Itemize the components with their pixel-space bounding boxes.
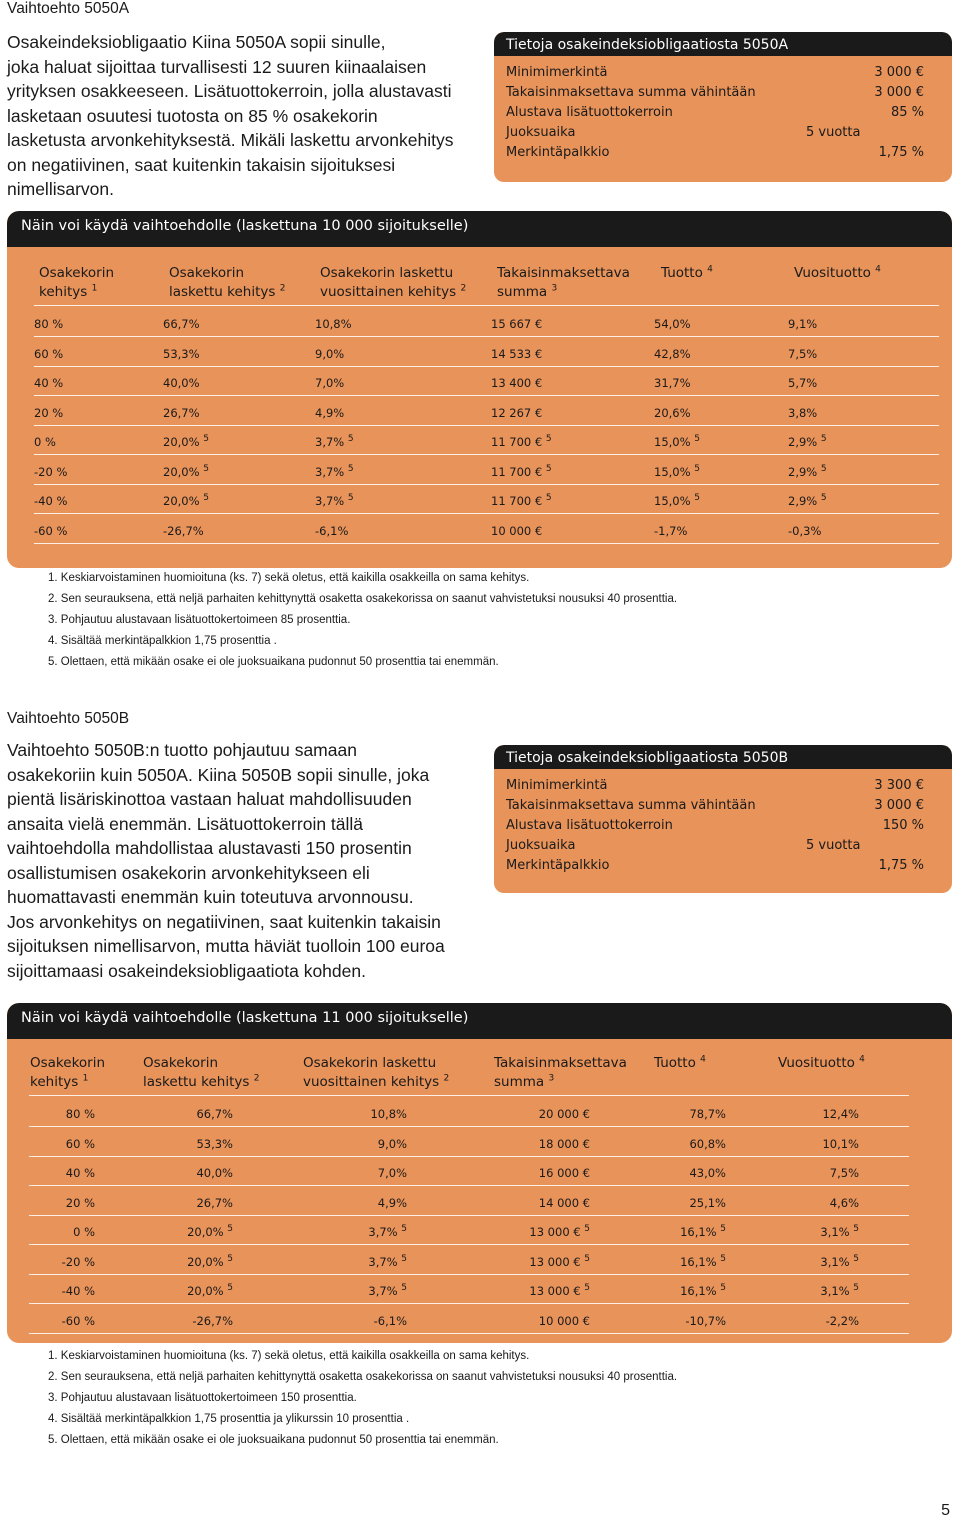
table-cell: -26,7% — [163, 523, 204, 538]
table-cell: 2,9% $^5$ — [788, 463, 827, 479]
table-cell: 15 667 € — [491, 317, 543, 331]
table-cell: 42,8% — [654, 346, 691, 361]
info-row — [506, 145, 924, 165]
header-divider — [34, 305, 939, 306]
table-cell: 10,8% — [370, 1107, 407, 1121]
table-cell: 15,0% $^5$ — [654, 434, 700, 449]
table-cell: 18 000 € — [538, 1136, 590, 1151]
info-row — [506, 778, 924, 798]
page-number: 5 — [941, 1502, 950, 1519]
table-cell: 3,7% $^5$ — [315, 434, 354, 449]
info-label: Minimimerkintä — [506, 778, 608, 793]
table-cell: 12 267 € — [491, 405, 543, 420]
table-cell: -6,1% — [373, 1313, 407, 1328]
info-row — [506, 838, 924, 858]
table-cell: 9,0% — [315, 346, 345, 361]
scenario-table-5050b — [7, 1003, 952, 1343]
table-cell: 10 000 € — [491, 523, 543, 538]
row-divider — [34, 395, 939, 396]
footnote: 5. Olettaen, että mikään osake ei ole juoksuaikana pudonnut 50 prosenttia tai enemmän. — [48, 656, 499, 668]
row-divider — [34, 484, 939, 485]
info-value: 3 000 € — [874, 65, 924, 80]
table-body — [7, 1003, 952, 1343]
intro-line: ansaita vielä enemmän. Lisätuottokerroin tällä — [7, 813, 364, 834]
info-value: 1,75 % — [878, 145, 924, 160]
intro-line: sijoituksen nimellisarvon, mutta häviät tuolloin 100 euroa — [7, 936, 445, 956]
info-label: Takaisinmaksettava summa vähintään — [506, 798, 756, 813]
table-cell: 12,4% — [822, 1107, 859, 1121]
info-label: Juoksuaika — [506, 125, 576, 140]
table-cell: 3,1% $^5$ — [820, 1283, 859, 1298]
intro-line: Jos arvonkehitys on negatiivinen, saat kuitenkin takaisin — [7, 911, 441, 932]
column-header: Tuotto $^4$ — [654, 1054, 706, 1071]
column-header: Osakekorin laskettu kehitys $^2$ — [169, 265, 286, 300]
table-cell: 7,0% — [377, 1166, 407, 1180]
info-value: 150 % — [882, 818, 924, 833]
table-cell: 11 700 € $^5$ — [491, 434, 552, 449]
row-divider — [34, 336, 939, 337]
table-cell: 60 % — [65, 1136, 95, 1151]
table-cell: 4,9% — [315, 405, 345, 420]
info-value: 3 000 € — [874, 85, 924, 100]
footnote: 2. Sen seurauksena, että neljä parhaiten kehittynyttä osaketta osakekorissa on saanut vahvistetuksi nousuksi 40 prosenttia. — [48, 593, 678, 605]
footnote: 3. Pohjautuu alustavaan lisätuottokertoimeen 150 prosenttia. — [48, 1392, 357, 1404]
intro-line: lasketusta arvonkehityksestä. Mikäli laskettu arvonkehitys — [7, 130, 454, 150]
info-row — [506, 125, 924, 145]
table-cell: 9,0% — [377, 1136, 407, 1151]
footnote: 2. Sen seurauksena, että neljä parhaiten kehittynyttä osaketta osakekorissa on saanut vahvistetuksi nousuksi 40 prosenttia. — [48, 1371, 678, 1383]
info-label: Alustava lisätuottokerroin — [506, 105, 673, 120]
row-divider — [29, 1185, 909, 1186]
column-header: Osakekorin laskettu kehitys $^2$ — [143, 1055, 260, 1090]
info-box-heading: Tietoja osakeindeksiobligaatiosta 5050A — [494, 32, 952, 56]
intro-line: sijoittamaasi osakeindeksiobligaatiota kohden. — [7, 960, 366, 981]
table-cell: 20,0% $^5$ — [187, 1224, 233, 1239]
table-cell: 5,7% — [788, 376, 818, 390]
table-cell: 16,1% $^5$ — [680, 1253, 726, 1269]
table-cell: 0 % — [73, 1225, 95, 1239]
table-cell: 2,9% $^5$ — [788, 493, 827, 508]
table-cell: 26,7% — [196, 1195, 233, 1210]
table-cell: 15,0% $^5$ — [654, 493, 700, 508]
column-header: Osakekorin kehitys $^1$ — [30, 1055, 106, 1090]
info-row — [506, 818, 924, 838]
column-header: Osakekorin laskettu vuosittainen kehitys $^2$ — [320, 265, 467, 300]
row-divider — [29, 1156, 909, 1157]
row-divider — [29, 1274, 909, 1275]
table-cell: 20 % — [34, 405, 64, 420]
table-cell: -10,7% — [685, 1313, 726, 1328]
info-label: Alustava lisätuottokerroin — [506, 818, 673, 833]
info-value: 3 300 € — [874, 778, 924, 793]
table-cell: 40,0% — [196, 1166, 233, 1180]
table-cell: 20,0% $^5$ — [163, 493, 209, 508]
info-row — [506, 85, 924, 105]
table-cell: 26,7% — [163, 405, 200, 420]
section-b-title: Vaihtoehto 5050B — [7, 710, 130, 727]
table-cell: 7,5% — [829, 1166, 859, 1180]
column-header: Vuosituotto $^4$ — [778, 1054, 865, 1071]
row-divider — [29, 1126, 909, 1127]
table-cell: -40 % — [61, 1284, 95, 1298]
section-a-intro — [7, 30, 477, 202]
table-cell: 13 000 € $^5$ — [529, 1283, 590, 1298]
footnote: 4. Sisältää merkintäpalkkion 1,75 prosenttia ja ylikurssin 10 prosenttia . — [48, 1413, 410, 1425]
table-cell: 3,7% $^5$ — [315, 493, 354, 508]
table-cell: 53,3% — [196, 1136, 233, 1151]
info-box-5050b — [494, 745, 952, 893]
column-header: Takaisinmaksettava summa $^3$ — [494, 1055, 627, 1090]
intro-line: vaihtoehdolla mahdollistaa alustavasti 150 prosentin — [7, 838, 412, 858]
column-header: Vuosituotto $^4$ — [794, 264, 881, 281]
section-a-title: Vaihtoehto 5050A — [7, 0, 130, 17]
table-cell: 13 000 € $^5$ — [529, 1224, 590, 1239]
info-value: 3 000 € — [874, 798, 924, 813]
table-cell: 20,6% — [654, 405, 691, 420]
row-divider — [34, 543, 939, 544]
table-cell: -40 % — [34, 494, 68, 508]
table-cell: 16 000 € — [538, 1166, 590, 1180]
table-cell: 3,7% $^5$ — [368, 1253, 407, 1269]
table-cell: 11 700 € $^5$ — [491, 463, 552, 479]
intro-line: osakekoriin kuin 5050A. Kiina 5050B sopii sinulle, joka — [7, 764, 430, 785]
table-cell: 53,3% — [163, 346, 200, 361]
table-cell: 80 % — [65, 1107, 95, 1121]
row-divider — [29, 1215, 909, 1216]
table-cell: 66,7% — [196, 1107, 233, 1121]
table-cell: 14 000 € — [538, 1195, 590, 1210]
info-label: Takaisinmaksettava summa vähintään — [506, 85, 756, 100]
table-cell: 3,1% $^5$ — [820, 1253, 859, 1269]
info-value: 1,75 % — [878, 858, 924, 873]
table-cell: -0,3% — [788, 523, 822, 538]
table-cell: 3,8% — [788, 405, 818, 420]
table-cell: 4,6% — [829, 1195, 859, 1210]
intro-line: yrityksen osakkeeseen. Lisätuottokerroin, jolla alustavasti — [7, 81, 452, 101]
row-divider — [29, 1333, 909, 1334]
footnote: 5. Olettaen, että mikään osake ei ole juoksuaikana pudonnut 50 prosenttia tai enemmän. — [48, 1434, 499, 1446]
table-cell: 10,8% — [315, 317, 352, 331]
table-cell: 20 000 € — [538, 1107, 590, 1121]
table-cell: 2,9% $^5$ — [788, 434, 827, 449]
table-cell: -20 % — [34, 464, 68, 479]
table-cell: 31,7% — [654, 376, 691, 390]
info-label: Juoksuaika — [506, 838, 576, 853]
table-cell: 25,1% — [689, 1195, 726, 1210]
column-header: Osakekorin laskettu vuosittainen kehitys $^2$ — [303, 1055, 450, 1090]
table-cell: 60 % — [34, 346, 64, 361]
table-cell: -6,1% — [315, 523, 349, 538]
table-cell: 13 000 € $^5$ — [529, 1253, 590, 1269]
table-body — [7, 211, 952, 568]
footnote: 4. Sisältää merkintäpalkkion 1,75 prosenttia . — [48, 635, 277, 647]
intro-line: joka haluat sijoittaa turvallisesti 12 suuren kiinaalaisen — [7, 56, 427, 77]
table-cell: 10,1% — [822, 1136, 859, 1151]
intro-line: Osakeindeksiobligaatio Kiina 5050A sopii sinulle, — [7, 32, 386, 52]
table-cell: 7,5% — [788, 346, 818, 361]
table-cell: -20 % — [61, 1254, 95, 1269]
table-heading: Näin voi käydä vaihtoehdolle (laskettuna 10 000 sijoitukselle) — [7, 211, 952, 247]
footnote: 3. Pohjautuu alustavaan lisätuottokertoimeen 85 prosenttia. — [48, 614, 351, 626]
info-box-heading: Tietoja osakeindeksiobligaatiosta 5050B — [494, 745, 952, 769]
table-cell: 4,9% — [377, 1195, 407, 1210]
table-cell: 54,0% — [654, 317, 691, 331]
intro-line: Vaihtoehto 5050B:n tuotto pohjautuu samaan — [7, 740, 357, 760]
info-label: Merkintäpalkkio — [506, 145, 610, 160]
footnote: 1. Keskiarvoistaminen huomioituna (ks. 7) sekä oletus, että kaikilla osakkeilla on sama kehitys. — [48, 1350, 530, 1362]
info-mid: 5 vuotta — [806, 125, 861, 140]
row-divider — [34, 366, 939, 367]
info-value: 85 % — [890, 105, 924, 120]
table-cell: 3,7% $^5$ — [368, 1224, 407, 1239]
intro-line: on negatiivinen, saat kuitenkin takaisin sijoituksesi — [7, 154, 396, 175]
info-mid: 5 vuotta — [806, 838, 861, 853]
column-header: Osakekorin kehitys $^1$ — [39, 265, 115, 300]
table-cell: 43,0% — [689, 1166, 726, 1180]
section-b-intro — [7, 738, 477, 983]
table-cell: 60,8% — [689, 1136, 726, 1151]
table-heading: Näin voi käydä vaihtoehdolle (laskettuna 11 000 sijoitukselle) — [7, 1003, 952, 1039]
table-cell: 20 % — [65, 1195, 95, 1210]
table-cell: 3,7% $^5$ — [315, 463, 354, 479]
info-row — [506, 798, 924, 818]
table-cell: 78,7% — [689, 1107, 726, 1121]
info-row — [506, 858, 924, 878]
row-divider — [34, 425, 939, 426]
header-divider — [29, 1095, 909, 1096]
row-divider — [34, 513, 939, 514]
table-cell: 16,1% $^5$ — [680, 1283, 726, 1298]
table-cell: 11 700 € $^5$ — [491, 493, 552, 508]
column-header: Takaisinmaksettava summa $^3$ — [497, 265, 630, 300]
table-cell: 14 533 € — [491, 346, 543, 361]
table-cell: 80 % — [34, 317, 64, 331]
table-cell: 15,0% $^5$ — [654, 463, 700, 479]
table-cell: -26,7% — [192, 1313, 233, 1328]
intro-line: osallistumisen osakekorin arvonkehitykseen eli — [7, 862, 370, 883]
intro-line: pientä lisäriskinottoa vastaan haluat mahdollisuuden — [7, 789, 412, 809]
table-cell: 3,1% $^5$ — [820, 1224, 859, 1239]
table-cell: 20,0% $^5$ — [163, 434, 209, 449]
table-cell: -60 % — [61, 1313, 95, 1328]
table-cell: 0 % — [34, 435, 56, 449]
info-label: Minimimerkintä — [506, 65, 608, 80]
table-cell: 40 % — [65, 1166, 95, 1180]
table-cell: 9,1% — [788, 317, 818, 331]
info-label: Merkintäpalkkio — [506, 858, 610, 873]
footnote: 1. Keskiarvoistaminen huomioituna (ks. 7) sekä oletus, että kaikilla osakkeilla on sama kehitys. — [48, 572, 530, 584]
column-header: Tuotto $^4$ — [661, 264, 713, 281]
table-cell: 3,7% $^5$ — [368, 1283, 407, 1298]
table-cell: 10 000 € — [538, 1313, 590, 1328]
table-cell: 20,0% $^5$ — [187, 1253, 233, 1269]
table-cell: 20,0% $^5$ — [187, 1283, 233, 1298]
row-divider — [29, 1303, 909, 1304]
table-cell: -60 % — [34, 523, 68, 538]
info-box-5050a — [494, 32, 952, 182]
table-cell: -1,7% — [654, 523, 688, 538]
row-divider — [29, 1244, 909, 1245]
table-cell: 40 % — [34, 376, 64, 390]
table-cell: 13 400 € — [491, 376, 543, 390]
table-cell: 20,0% $^5$ — [163, 463, 209, 479]
scenario-table-5050a — [7, 211, 952, 568]
row-divider — [34, 454, 939, 455]
table-cell: 7,0% — [315, 376, 345, 390]
table-cell: 40,0% — [163, 376, 200, 390]
info-row — [506, 65, 924, 85]
intro-line: huomattavasti enemmän kuin toteutuva arvonnousu. — [7, 887, 414, 907]
table-cell: 16,1% $^5$ — [680, 1224, 726, 1239]
table-cell: -2,2% — [825, 1313, 859, 1328]
info-row — [506, 105, 924, 125]
intro-line: lasketaan osuutesi tuotosta on 85 % osakekorin — [7, 105, 378, 126]
intro-line: nimellisarvon. — [7, 179, 114, 199]
table-cell: 66,7% — [163, 317, 200, 331]
